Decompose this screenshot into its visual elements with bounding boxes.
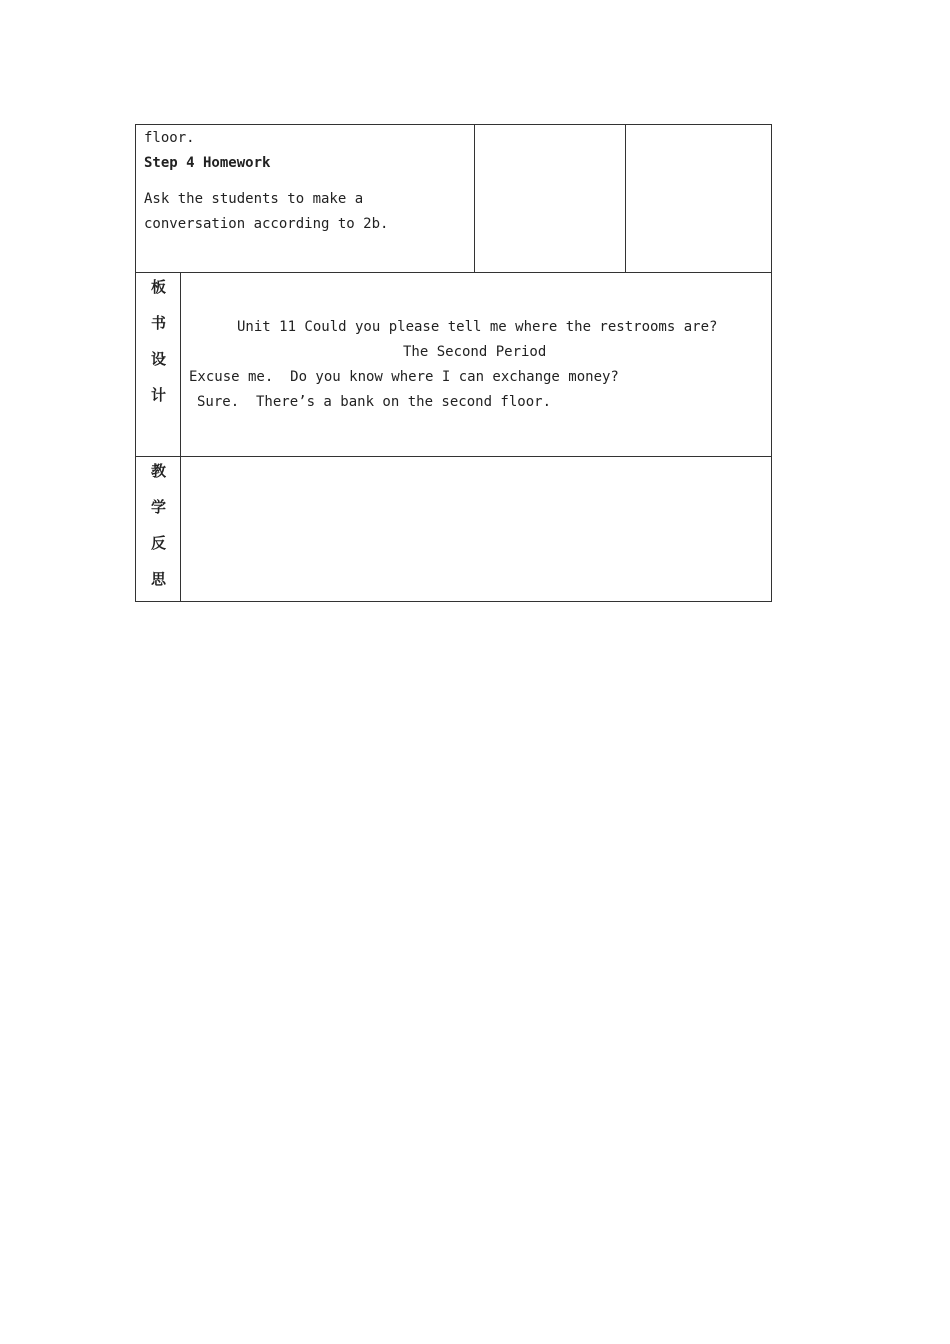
label-char: 思 <box>150 570 166 588</box>
blackboard-design-content <box>181 273 771 456</box>
teaching-reflection-content <box>181 457 771 601</box>
homework-text-line1: Ask the students to make a <box>144 191 364 207</box>
blackboard-title: Unit 11 Could you please tell me where the restrooms are? <box>237 319 718 335</box>
teaching-reflection-label <box>136 457 181 601</box>
blackboard-line-2: Sure. There’s a bank on the second floor. <box>197 394 552 410</box>
empty-cell-middle <box>475 125 626 272</box>
homework-cell <box>136 125 475 272</box>
table-row-blackboard-design <box>136 273 771 457</box>
table-row-homework <box>136 125 771 273</box>
label-char: 学 <box>150 498 166 516</box>
table-row-teaching-reflection <box>136 457 771 601</box>
continued-text: floor. <box>144 130 195 146</box>
blackboard-design-label <box>136 273 181 456</box>
label-char: 书 <box>150 314 166 332</box>
label-char: 板 <box>150 278 166 296</box>
homework-text-line2: conversation according to 2b. <box>144 216 389 232</box>
label-char: 教 <box>150 462 166 480</box>
lesson-plan-table <box>135 124 772 602</box>
label-char: 计 <box>150 386 166 404</box>
label-char: 反 <box>150 534 166 552</box>
empty-cell-right <box>626 125 771 272</box>
blackboard-line-1: Excuse me. Do you know where I can exchange money? <box>189 369 619 385</box>
step4-heading: Step 4 Homework <box>144 155 271 171</box>
label-char: 设 <box>150 350 166 368</box>
blackboard-subtitle: The Second Period <box>403 344 547 360</box>
